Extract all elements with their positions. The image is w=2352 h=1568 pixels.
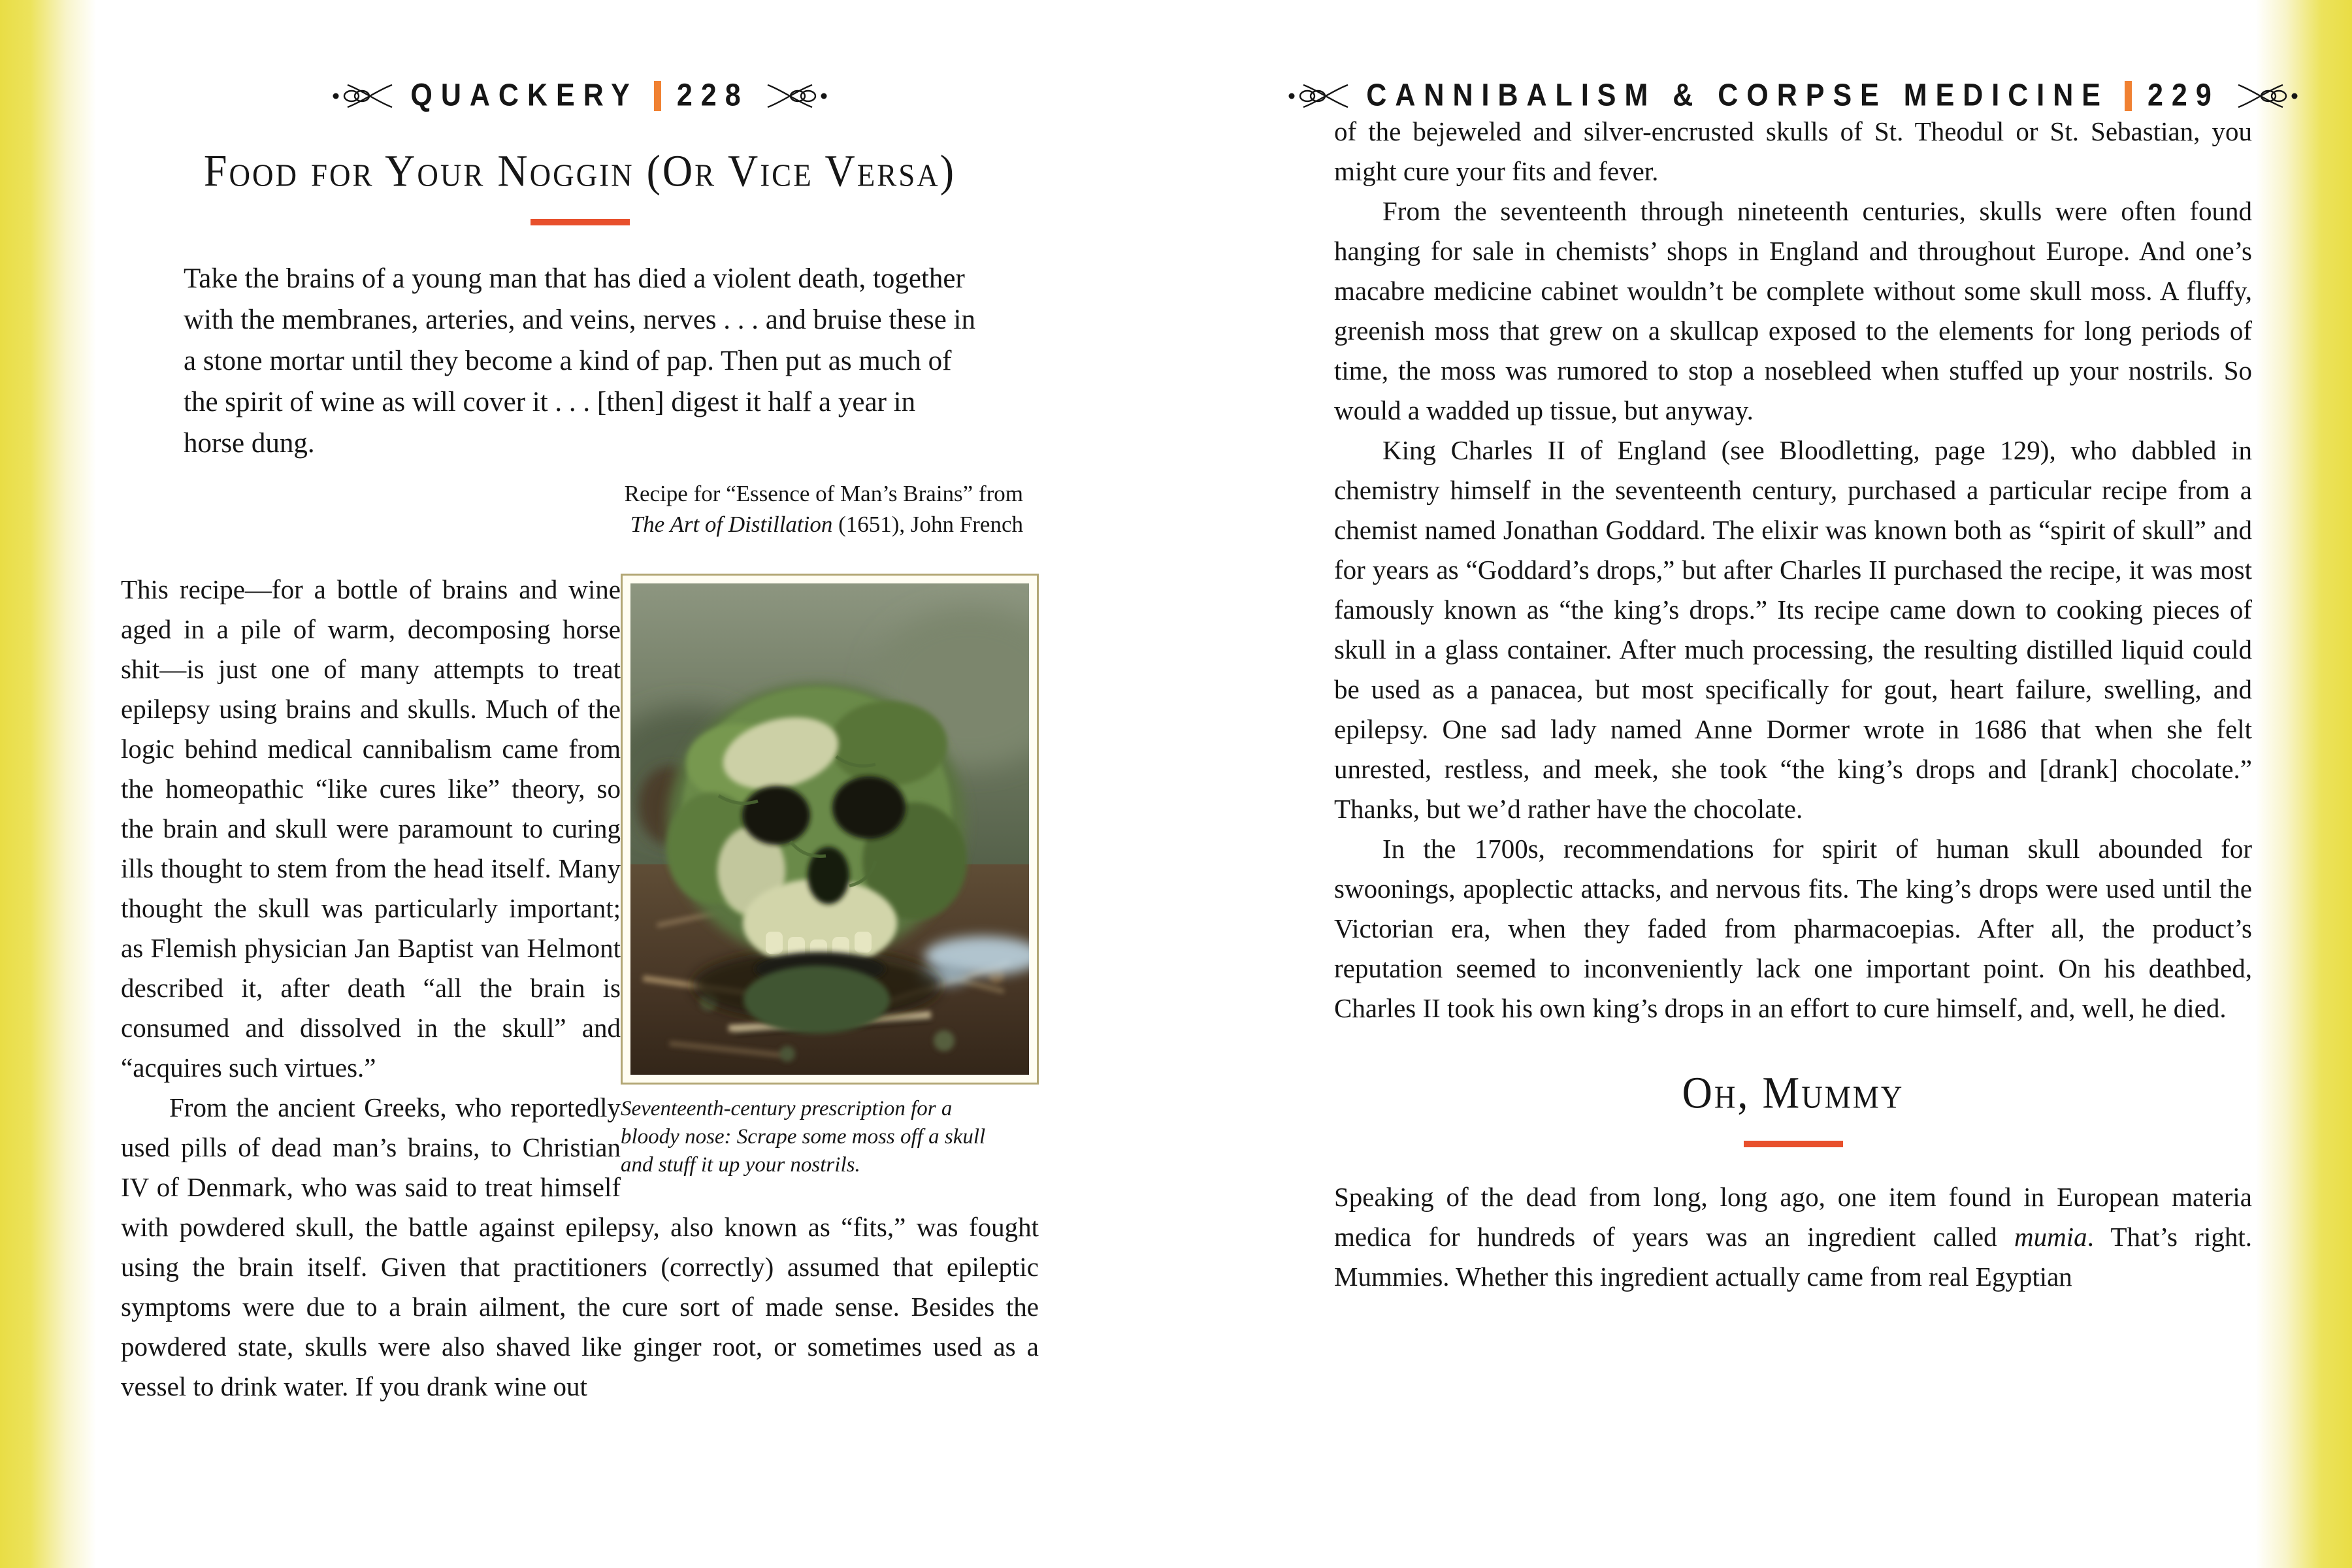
running-head-title: CANNIBALISM & CORPSE MEDICINE	[1366, 78, 2109, 113]
heading-rule	[1744, 1141, 1843, 1147]
recipe-blockquote	[184, 258, 979, 464]
left-page-body	[121, 570, 1039, 1407]
right-running-head	[1334, 80, 2252, 112]
recipe-attribution	[121, 478, 1023, 540]
body-paragraph: This recipe—for a bottle of brains and wine aged in a pile of warm, decomposing horse shit—is just one of many attempts to treat epilepsy using brains and skulls. Much of the logic behind medical cannibalism came from the homeopathic “like cures like” theory, so the brain and skull were paramount to curing ills thought to stem from the head itself. Many thought the skull was particularly important; as Flemish physician Jan Baptist van Helmont described it, after death “all the brain is consumed and dissolved in the skull” and “acquires such virtues.”	[121, 574, 621, 1083]
body-paragraph: In the 1700s, recommendations for spirit of human skull abounded for swoonings, apoplectic attacks, and nervous fits. The king’s drops were used until the Victorian era, when they faded from pharmacoepias. After all, the product’s reputation seemed to inconveniently lack one important point. On his deathbed, Charles II took his own king’s drops in an effort to cure himself, and, well, he died.	[1334, 834, 2252, 1023]
skull	[666, 683, 967, 1034]
body-paragraph: From the ancient Greeks, who reportedly used pills of dead man’s brains, to Christian IV of Denmark, who was said to treat himself with powdered skull, the battle against epilepsy, also known as “fits,” was fought using the brain itself. Given that practitioners (correctly) assumed that epileptic symptoms were due to a brain ailment, the cure sort of made sense. Besides the powdered state, skulls were also shaved like ginger root, or sometimes used as a vessel to drink water. If you drank wine out	[121, 1092, 1039, 1401]
section-heading: Food for Your Noggin (Or Vice Versa)	[203, 146, 956, 196]
moss-skull-photo	[630, 583, 1029, 1075]
mummy-paragraph-post: . That’s right. Mummies. Whether this ingredient actually came from real Egyptian	[1334, 1222, 2252, 1292]
page-edge-right	[2251, 0, 2352, 1568]
mummy-term-italic: mumia	[2014, 1222, 2087, 1252]
body-paragraph: King Charles II of England (see Bloodletting, page 129), who dabbled in chemistry himself in the seventeenth century, purchased a particular recipe from a chemist named Jonathan Goddard. The elixir was known both as “spirit of skull” and for years as “Goddard’s drops,” but after Charles II purchased the recipe, it was most famously known as “the king’s drops.” Its recipe came down to cooking pieces of skull in a glass container. After much processing, the resulting distilled liquid could be used as a panacea, but most specifically for gout, heart failure, swelling, and epilepsy. One sad lady named Anne Dormer wrote in 1686 that when she felt unrested, restless, and meek, she took “the king’s drops and [drank] chocolate.” Thanks, but we’d rather have the chocolate.	[1334, 435, 2252, 824]
body-paragraph: of the bejeweled and silver-encrusted skulls of St. Theodul or St. Sebastian, you might cure your fits and fever.	[1334, 116, 2252, 186]
attribution-line1: Recipe for “Essence of Man’s Brains” from	[624, 481, 1023, 506]
left-page	[121, 0, 1039, 1407]
right-page	[1334, 0, 2252, 1297]
attribution-book-title: The Art of Distillation	[630, 512, 833, 537]
moss-skull-illustration	[630, 583, 1029, 1075]
running-head-title: QUACKERY	[410, 78, 638, 113]
running-head-page-number: 229	[2147, 78, 2220, 113]
page-edge-left	[0, 0, 101, 1568]
section-heading: Oh, Mummy	[1682, 1068, 1904, 1118]
flourish-ornament-icon	[2236, 83, 2298, 109]
flourish-ornament-icon	[332, 83, 395, 109]
running-head-divider	[654, 81, 661, 111]
attribution-line2-rest: (1651), John French	[832, 512, 1023, 537]
heading-rule	[531, 219, 630, 225]
recipe-blockquote-text: Take the brains of a young man that has died a violent death, together with the membranes, arteries, and veins, nerves . . . and bruise these in a stone mortar until they become a kind of pap. Then put as much of the spirit of wine as will cover it . . . [then] digest it half a year in horse dung.	[184, 263, 975, 459]
flourish-ornament-icon	[1288, 83, 1350, 109]
body-paragraph	[1334, 1177, 2252, 1297]
flourish-ornament-icon	[765, 83, 828, 109]
running-head-page-number: 228	[676, 78, 749, 113]
body-paragraph: From the seventeenth through nineteenth centuries, skulls were often found hanging for sale in chemists’ shops in England and throughout Europe. And one’s macabre medicine cabinet wouldn’t be complete without some skull moss. A fluffy, greenish moss that grew on a skullcap exposed to the elements for long periods of time, the moss was rumored to stop a nosebleed when stuffed up your nostrils. So would a wadded up tissue, but anyway.	[1334, 196, 2252, 425]
mummy-paragraph-pre: Speaking of the dead from long, long ago, one item found in European materia medica for hundreds of years was an ingredient called	[1334, 1182, 2252, 1252]
skull-figure	[621, 574, 1039, 1179]
left-running-head	[121, 80, 1039, 112]
figure-caption: Seventeenth-century prescription for a bloody nose: Scrape some moss off a skull and stuff it up your nostrils.	[621, 1097, 986, 1177]
running-head-divider	[2125, 81, 2132, 111]
photo-frame	[621, 574, 1039, 1085]
